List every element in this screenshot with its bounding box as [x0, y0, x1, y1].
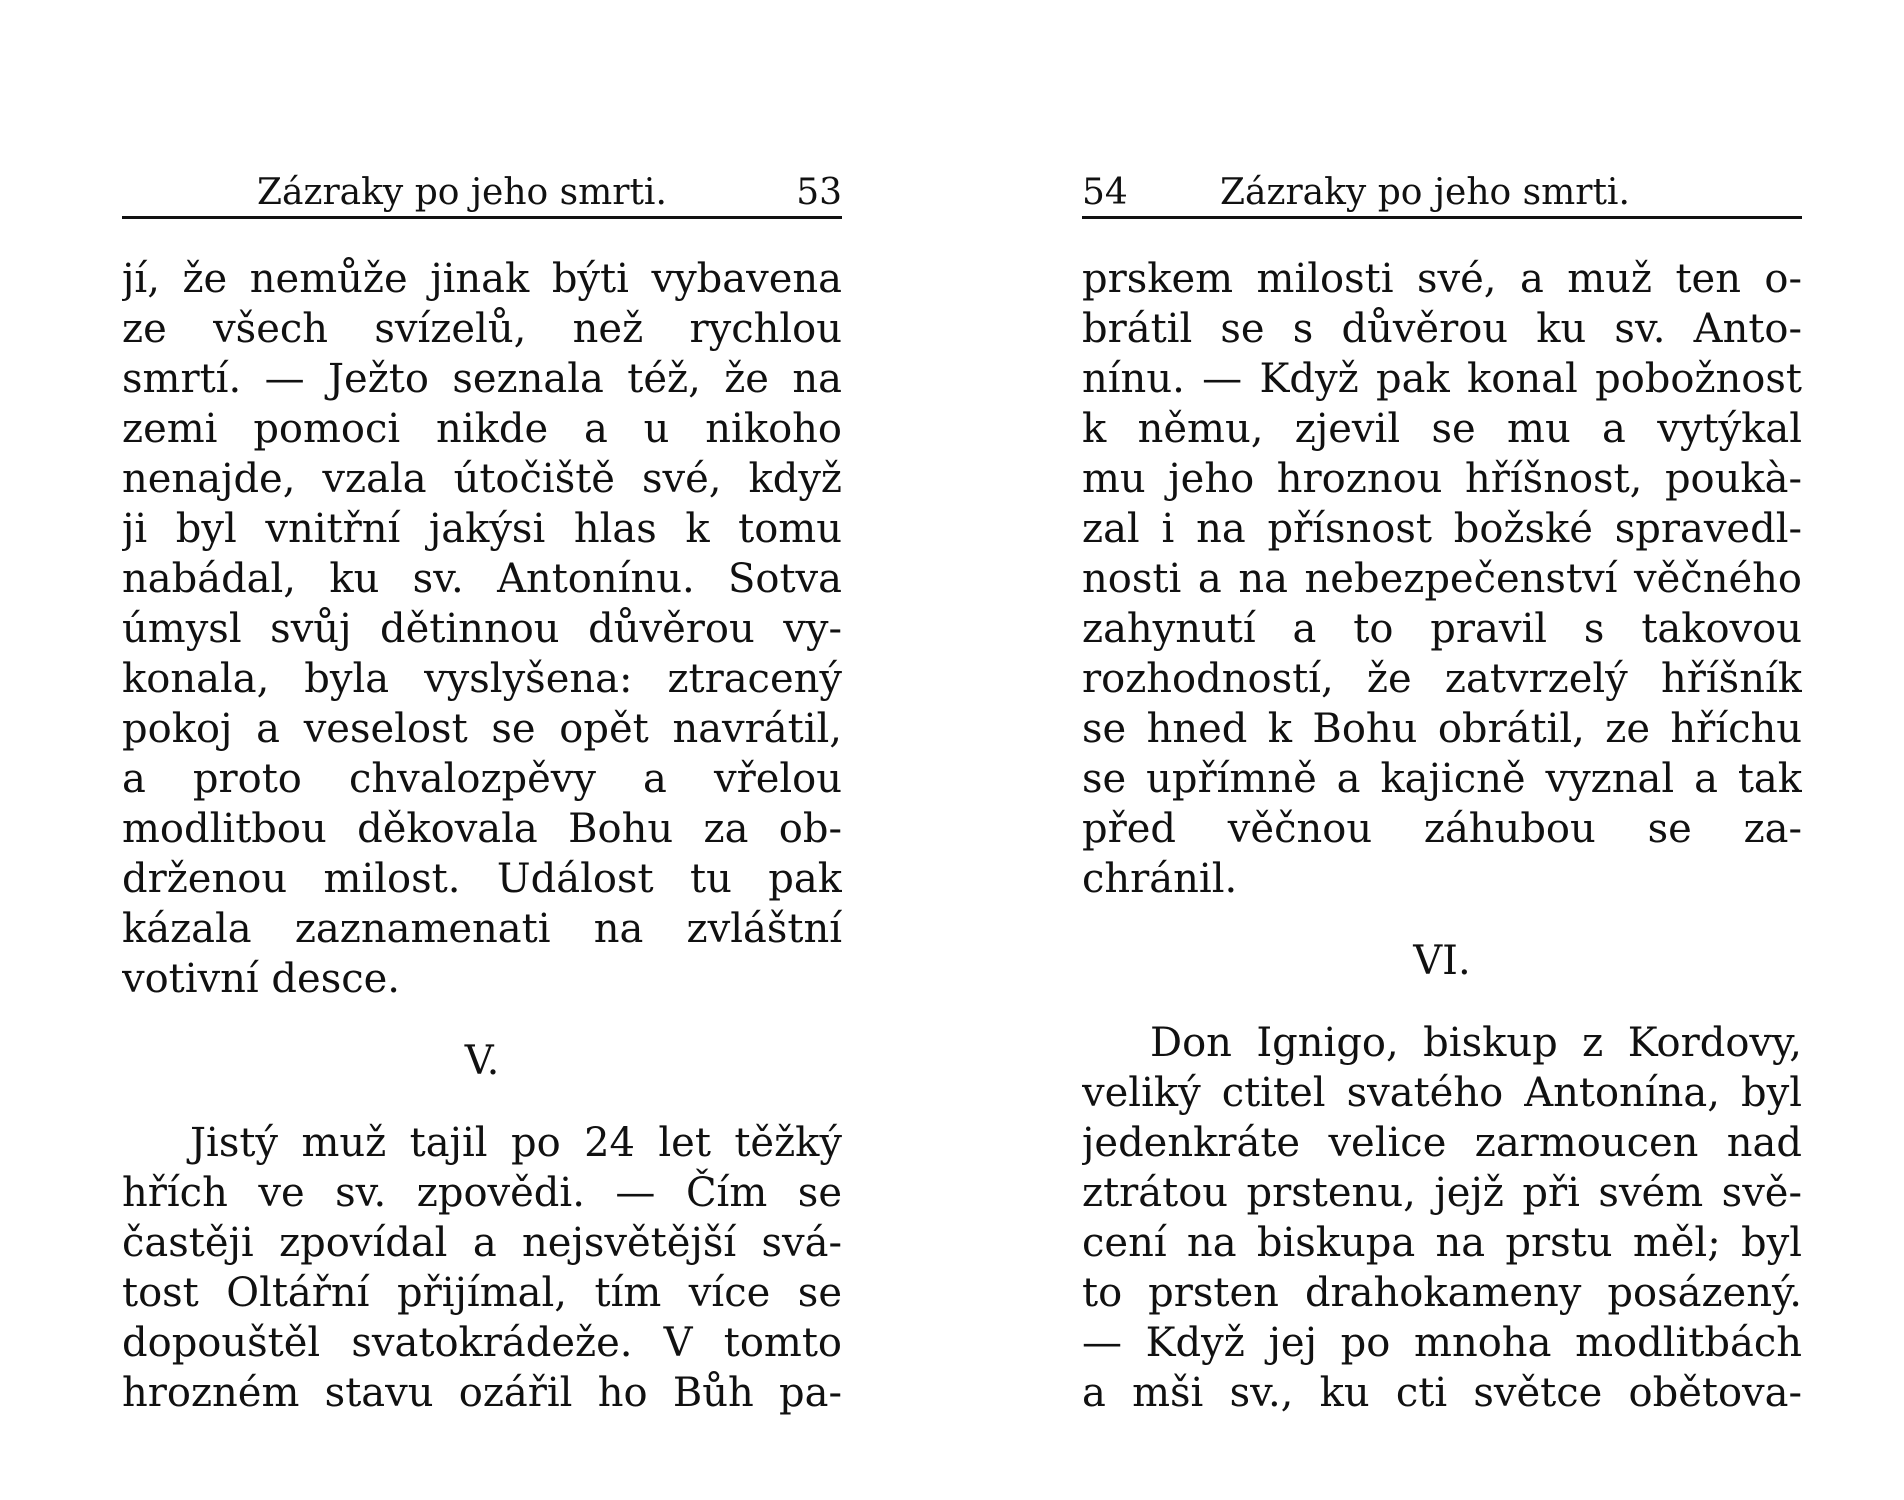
page-number: 53 — [796, 172, 842, 213]
text-line: k němu, zjevil se mu a vytýkal — [1082, 406, 1802, 452]
text-line: a proto chvalozpěvy a vřelou — [122, 756, 842, 802]
text-line: zal i na přísnost božské spravedl- — [1082, 506, 1802, 552]
right-page — [1082, 0, 1802, 1500]
page-number: 54 — [1082, 172, 1128, 213]
section-heading: V. — [464, 1038, 500, 1084]
text-line: rozhodností, že zatvrzelý hříšník — [1082, 656, 1802, 702]
text-line: a mši sv., ku cti světce obětova- — [1082, 1370, 1802, 1416]
text-line: veliký ctitel svatého Antonína, byl — [1082, 1070, 1802, 1116]
text-line: cení na biskupa na prstu měl; byl — [1082, 1220, 1802, 1266]
body-text — [1082, 254, 1802, 1418]
body-text — [122, 254, 842, 1418]
text-line: častěji zpovídal a nejsvětější svá- — [122, 1220, 842, 1266]
text-line: votivní desce. — [122, 956, 401, 1002]
text-line: brátil se s důvěrou ku sv. Anto- — [1082, 306, 1802, 352]
text-line: nosti a na nebezpečenství věčného — [1082, 556, 1802, 602]
left-page — [122, 0, 842, 1500]
text-line: se upřímně a kajicně vyznal a tak — [1082, 756, 1802, 802]
running-head — [1082, 168, 1802, 218]
text-line: jí, že nemůže jinak býti vybavena — [122, 256, 842, 302]
text-line: drženou milost. Událost tu pak — [122, 856, 842, 902]
text-line: ze všech svízelů, než rychlou — [122, 306, 842, 352]
text-line: zemi pomoci nikde a u nikoho — [122, 406, 842, 452]
text-line: kázala zaznamenati na zvláštní — [122, 906, 842, 952]
text-line: smrtí. — Ježto seznala též, že na — [122, 356, 842, 402]
header-rule — [122, 216, 842, 219]
section-heading: VI. — [1413, 938, 1471, 984]
text-line: chránil. — [1082, 856, 1238, 902]
text-line: tost Oltářní přijímal, tím více se — [122, 1270, 842, 1316]
text-line: před věčnou záhubou se za- — [1082, 806, 1802, 852]
text-line: ji byl vnitřní jakýsi hlas k tomu — [122, 506, 842, 552]
text-line: mu jeho hroznou hříšnost, poukà- — [1082, 456, 1802, 502]
text-line: nínu. — Když pak konal pobožnost — [1082, 356, 1802, 402]
text-line: nenajde, vzala útočiště své, když — [122, 456, 842, 502]
text-line: hřích ve sv. zpovědi. — Čím se — [122, 1170, 842, 1216]
text-line: pokoj a veselost se opět navrátil, — [122, 706, 842, 752]
header-rule — [1082, 216, 1802, 219]
text-line: ztrátou prstenu, jejž při svém svě- — [1082, 1170, 1802, 1216]
text-line: zahynutí a to pravil s takovou — [1082, 606, 1802, 652]
text-line: — Když jej po mnoha modlitbách — [1082, 1320, 1802, 1366]
text-line: se hned k Bohu obrátil, ze hříchu — [1082, 706, 1802, 752]
text-line: modlitbou děkovala Bohu za ob- — [122, 806, 842, 852]
text-line: Don Ignigo, biskup z Kordovy, — [1150, 1020, 1802, 1066]
text-line: to prsten drahokameny posázený. — [1082, 1270, 1802, 1316]
text-line: Jistý muž tajil po 24 let těžký — [190, 1120, 842, 1166]
text-line: hrozném stavu ozářil ho Bůh pa- — [122, 1370, 842, 1416]
running-title: Zázraky po jeho smrti. — [257, 172, 667, 213]
text-line: konala, byla vyslyšena: ztracený — [122, 656, 842, 702]
text-line: dopouštěl svatokrádeže. V tomto — [122, 1320, 842, 1366]
text-line: nabádal, ku sv. Antonínu. Sotva — [122, 556, 842, 602]
running-head — [122, 168, 842, 218]
text-line: jedenkráte velice zarmoucen nad — [1082, 1120, 1802, 1166]
text-line: úmysl svůj dětinnou důvěrou vy- — [122, 606, 842, 652]
running-title: Zázraky po jeho smrti. — [1220, 172, 1630, 213]
text-line: prskem milosti své, a muž ten o- — [1082, 256, 1802, 302]
